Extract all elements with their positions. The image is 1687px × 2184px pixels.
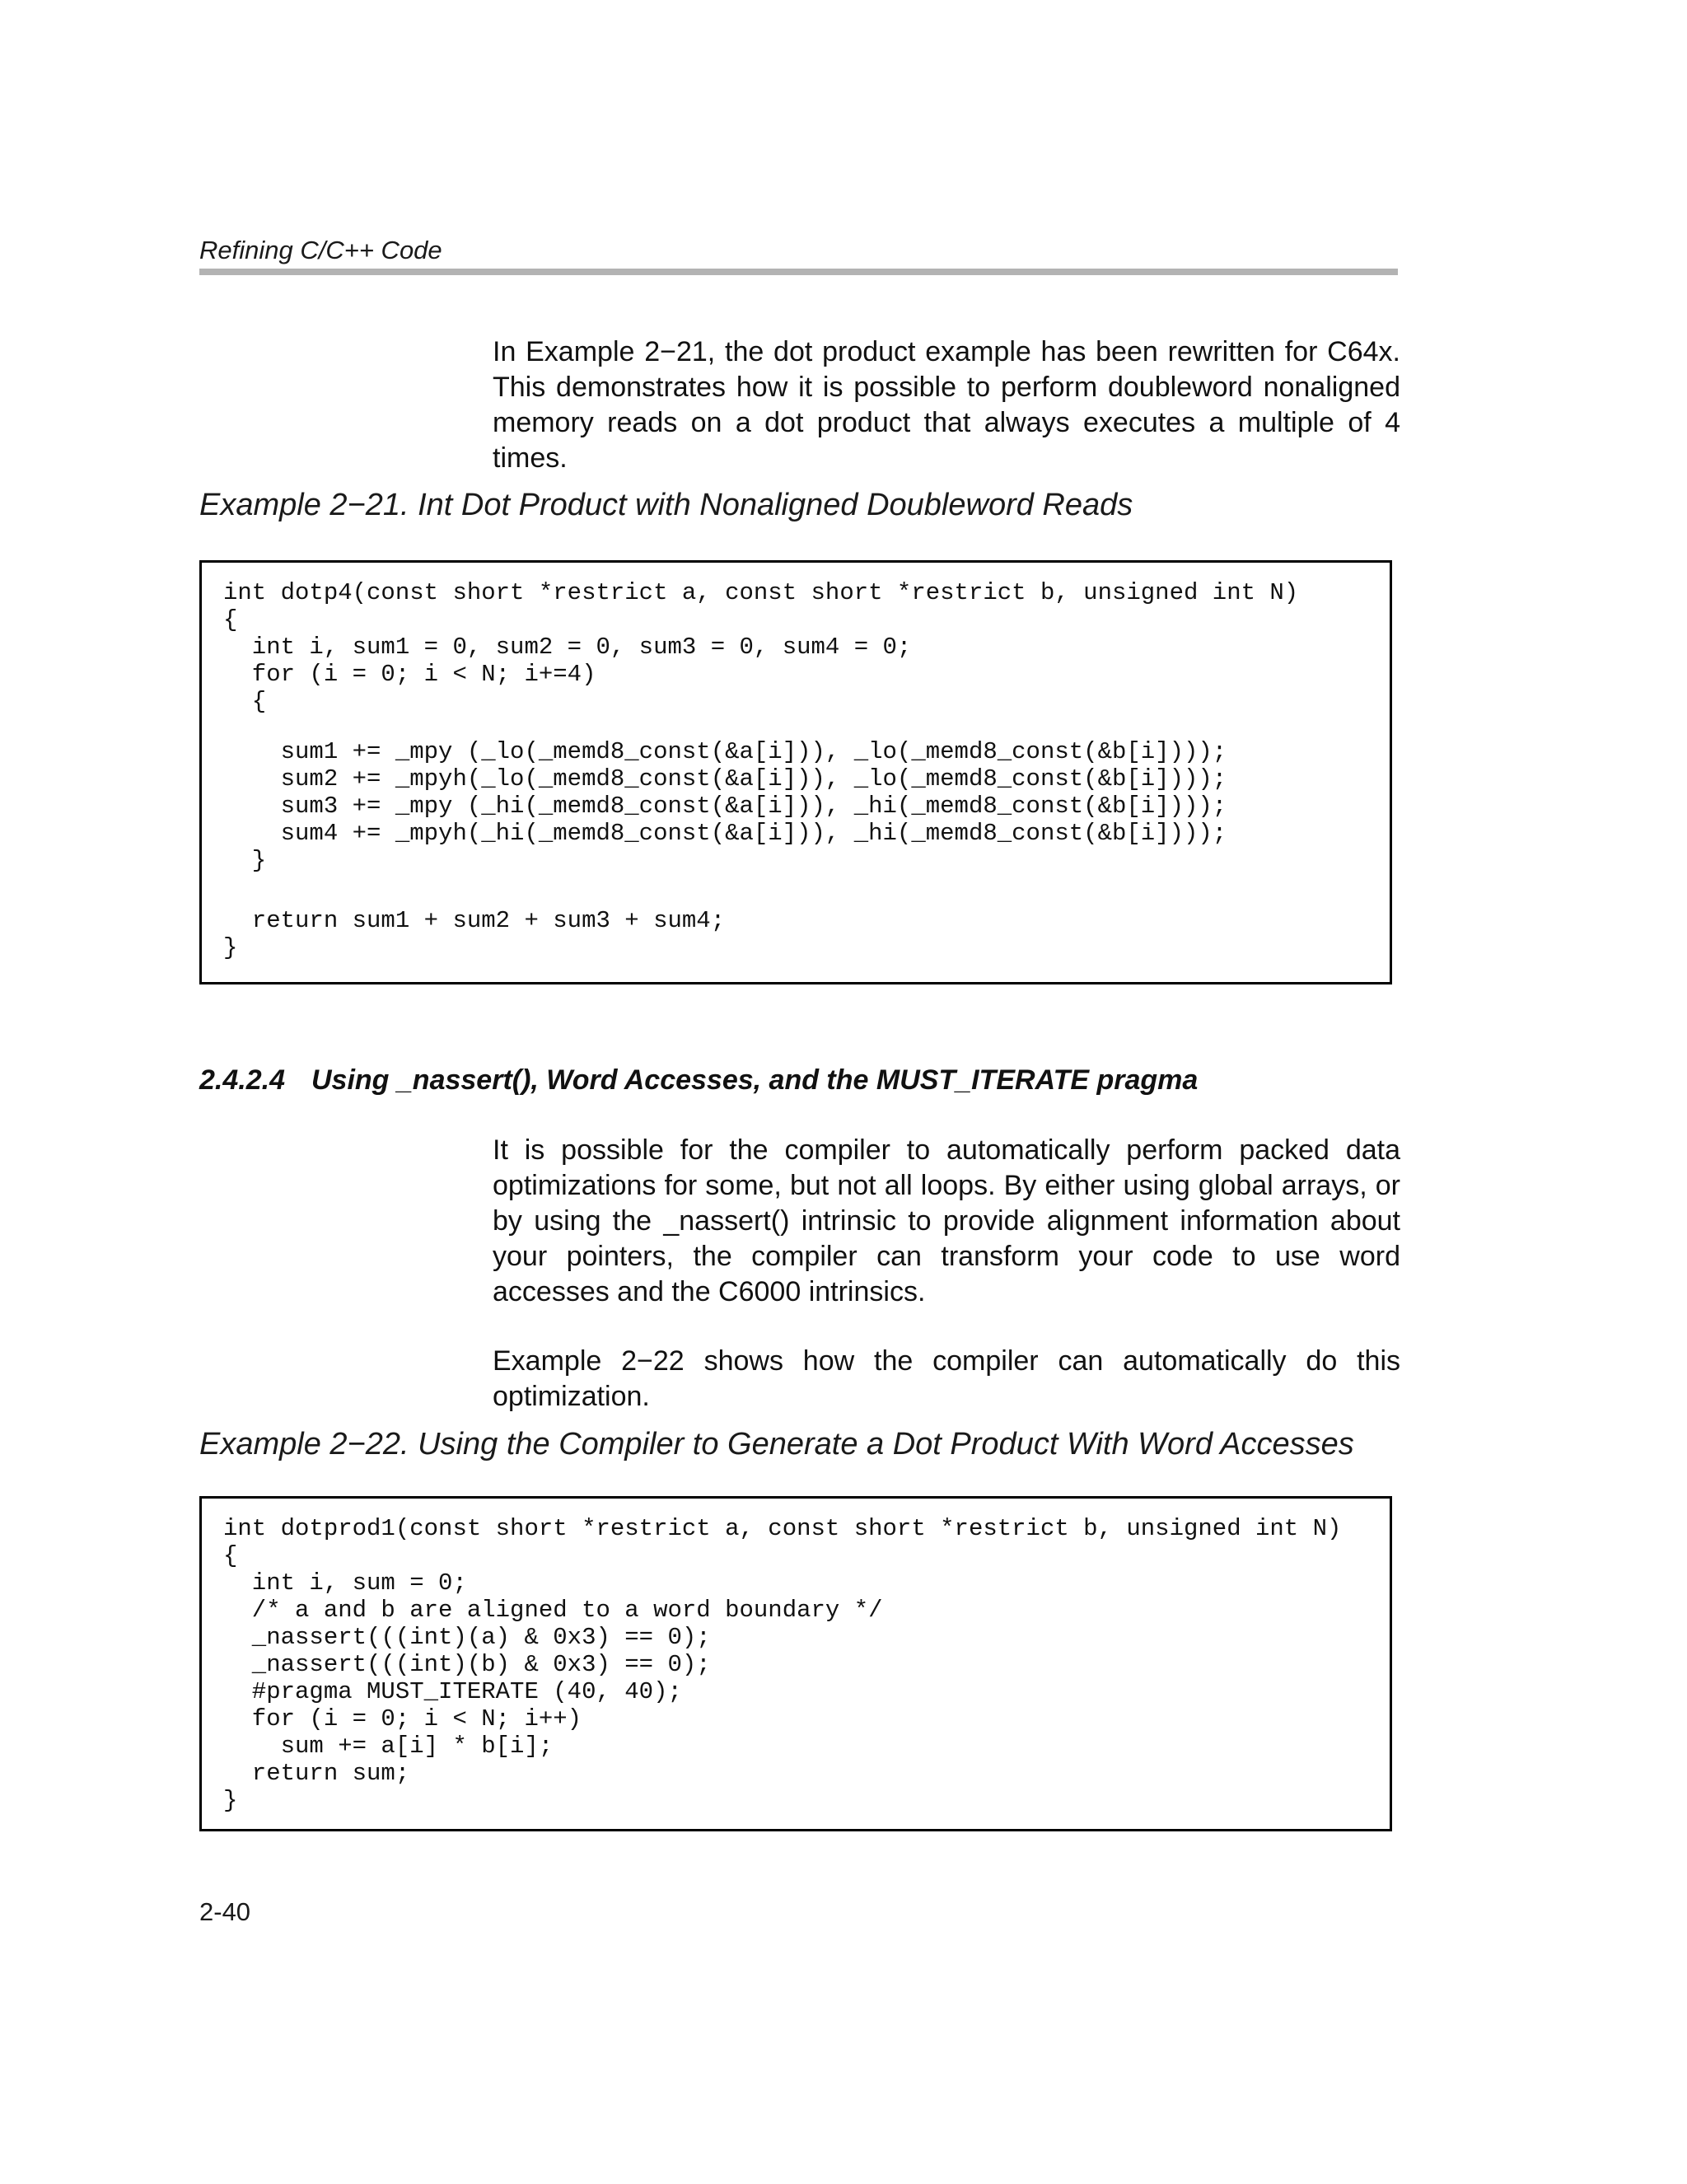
running-header: Refining C/C++ Code	[199, 236, 442, 264]
example-2-21-code-return: return sum1 + sum2 + sum3 + sum4; }	[223, 907, 726, 961]
section-heading	[199, 1064, 1198, 1097]
section-paragraph-1: It is possible for the compiler to automatically perform packed data optimizations for some, but not all loops. By either using global arrays, or by using the _nassert() intrinsic to provide alignment information about your pointers, the compiler can transform your code to use word accesses and the C6000 intrinsics.	[493, 1134, 1400, 1307]
example-2-21-code-header: int dotp4(const short *restrict a, const short *restrict b, unsigned int N) { int i, sum1 = 0, sum2 = 0, sum3 = 0, sum4 = 0; for (i = 0; i < N; i+=4) {	[223, 579, 1299, 715]
header-rule	[199, 269, 1398, 275]
example-2-21-code-loop-body: sum1 += _mpy (_lo(_memd8_const(&a[i])), _lo(_memd8_const(&b[i]))); sum2 += _mpyh(_lo(_memd8_const(&a[i])), _lo(_memd8_const(&b[i]))); sum3 += _mpy (_hi(_memd8_const(&a[i])), _hi(_memd8_const(&b[i]))); sum4 += _mpyh(_hi(_memd8_const(&a[i])), _hi(_memd8_const(&b[i]))); }	[251, 738, 1227, 874]
example-2-21-title: Example 2−21. Int Dot Product with Nonaligned Doubleword Reads	[199, 488, 1133, 522]
example-2-22-title: Example 2−22. Using the Compiler to Generate a Dot Product With Word Accesses	[199, 1427, 1354, 1461]
example-2-22-code-box	[199, 1496, 1392, 1831]
example-2-21-code-box	[199, 560, 1392, 984]
section-title: Using _nassert(), Word Accesses, and the MUST_ITERATE pragma	[311, 1064, 1199, 1096]
section-paragraph-2: Example 2−22 shows how the compiler can automatically do this optimization.	[493, 1345, 1400, 1412]
intro-paragraph: In Example 2−21, the dot product example has been rewritten for C64x. This demonstrates how it is possible to perform doubleword nonaligned memory reads on a dot product that always executes a multiple of 4 times.	[493, 336, 1400, 474]
example-2-22-code: int dotprod1(const short *restrict a, const short *restrict b, unsigned int N) { int i, sum = 0; /* a and b are aligned to a word boundary */ _nassert(((int)(a) & 0x3) == 0); _nassert(((int)(b) & 0x3) == 0); #pragma MUST_ITERATE (40, 40); for (i = 0; i < N; i++) sum += a[i] * b[i]; return sum; }	[223, 1515, 1342, 1814]
section-number: 2.4.2.4	[199, 1064, 285, 1096]
page-number: 2-40	[199, 1897, 251, 1926]
